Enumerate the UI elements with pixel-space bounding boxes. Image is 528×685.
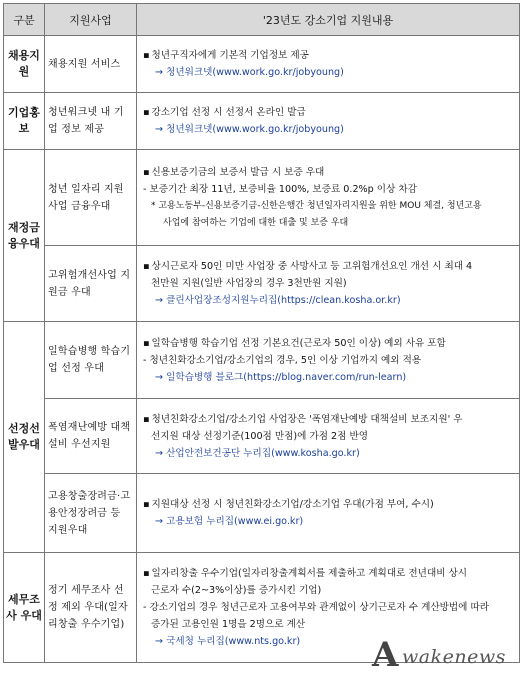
category-cell: 기업홍보 xyxy=(4,93,45,150)
content-line: 천만원 지원(일반 사업장의 경우 3천만원 지원) xyxy=(151,278,347,289)
content-line: ▪ 일자리창출 우수기업(일자리창출계획서를 제출하고 계획대로 전년대비 상시 xyxy=(143,565,515,582)
category-cell: 세무조사 우대 xyxy=(4,553,45,663)
watermark-text: wakenews xyxy=(402,646,506,668)
note-line: * 고용노동부-신용보증기금-신한은행간 청년일자리지원을 위한 MOU 체결, 청년고용 xyxy=(151,200,482,211)
program-cell: 일학습병행 학습기업 선정 우대 xyxy=(45,322,137,399)
category-cell: 채용지원 xyxy=(4,36,45,93)
header-content: '23년도 강소기업 지원내용 xyxy=(137,4,520,36)
content-line: - 청년친화강소기업/강소기업의 경우, 5인 이상 기업까지 예외 적용 xyxy=(143,354,422,366)
table-row xyxy=(4,474,520,553)
header-category: 구분 xyxy=(4,4,45,36)
content-line: - 강소기업의 경우 청년근로자 고용여부와 관계없이 상기근로자 수 계산방법에 따라 xyxy=(143,602,490,613)
program-cell: 청년 일자리 지원사업 금융우대 xyxy=(45,150,137,246)
table-row xyxy=(4,36,520,93)
content-line: 증가된 고용인원 1명을 2명으로 계산 xyxy=(151,619,306,630)
content-line: 근로자 수(2~3%이상)를 증가시킨 기업) xyxy=(151,585,322,596)
content-line: ▪ 일학습병행 학습기업 선정 기본요건(근로자 50인 이상) 예외 사유 포함 xyxy=(143,335,515,352)
content-cell xyxy=(137,474,520,553)
link-text: → 국세청 누리집(www.nts.go.kr) xyxy=(155,636,301,647)
content-cell xyxy=(137,36,520,93)
header-program: 지원사업 xyxy=(45,4,137,36)
note-line: 사업에 참여하는 기업에 대한 대출 및 보증 우대 xyxy=(163,217,349,228)
content-cell xyxy=(137,399,520,474)
content-line: 선지원 대상 선정기준(100점 만점)에 가점 2점 반영 xyxy=(151,430,369,442)
content-cell xyxy=(137,93,520,150)
table-row xyxy=(4,150,520,246)
header-row xyxy=(4,4,520,36)
table-row xyxy=(4,246,520,322)
link-text: → 고용보험 누리집(www.ei.go.kr) xyxy=(155,516,304,527)
link-text: → 클린사업장조성지원누리집(https://clean.kosha.or.kr) xyxy=(155,295,401,306)
content-cell xyxy=(137,246,520,322)
table-row xyxy=(4,399,520,474)
support-table xyxy=(3,3,520,663)
program-cell: 청년워크넷 내 기업 정보 제공 xyxy=(45,93,137,150)
table-row xyxy=(4,322,520,399)
program-cell: 채용지원 서비스 xyxy=(45,36,137,93)
table-row xyxy=(4,93,520,150)
content-line: ▪ 신용보증기금의 보증서 발급 시 보증 우대 xyxy=(143,164,515,181)
watermark-logo xyxy=(372,636,522,674)
watermark-mark: A xyxy=(372,635,399,675)
link-text: → 산업안전보건공단 누리집(www.kosha.go.kr) xyxy=(155,447,360,459)
program-cell: 정기 세무조사 선정 제외 우대(일자리창출 우수기업) xyxy=(45,553,137,663)
program-cell: 고용창출장려금·고용안정장려금 등 지원우대 xyxy=(45,474,137,553)
program-cell: 고위험개선사업 지원금 우대 xyxy=(45,246,137,322)
content-line: ▪ 청년친화강소기업/강소기업 사업장은 '폭염재난예방 대책설비 보조지원' 우 xyxy=(143,411,515,428)
category-cell: 선정선발우대 xyxy=(4,322,45,553)
content-line: - 보증기간 최장 11년, 보증비율 100%, 보증료 0.2%p 이상 차감 xyxy=(143,183,417,195)
content-line: ▪ 지원대상 선정 시 청년친화강소기업/강소기업 우대(가점 부여, 수시) xyxy=(143,496,515,513)
content-line: ▪ 강소기업 선정 시 선정서 온라인 발급 xyxy=(143,104,515,121)
link-text: → 청년워크넷(www.work.go.kr/jobyoung) xyxy=(155,124,344,135)
content-cell xyxy=(137,322,520,399)
link-text: → 청년워크넷(www.work.go.kr/jobyoung) xyxy=(155,67,344,78)
content-line: ▪ 상시근로자 50인 미만 사업장 중 사망사고 등 고위험개선요인 개선 시 최대 4 xyxy=(143,258,515,275)
program-cell: 폭염재난예방 대책설비 우선지원 xyxy=(45,399,137,474)
content-cell xyxy=(137,150,520,246)
category-cell: 재정금융우대 xyxy=(4,150,45,322)
content-line: ▪ 청년구직자에게 기본적 기업정보 제공 xyxy=(143,47,515,64)
link-text: → 일학습병행 블로그(https://blog.naver.com/run-learn) xyxy=(155,371,407,383)
